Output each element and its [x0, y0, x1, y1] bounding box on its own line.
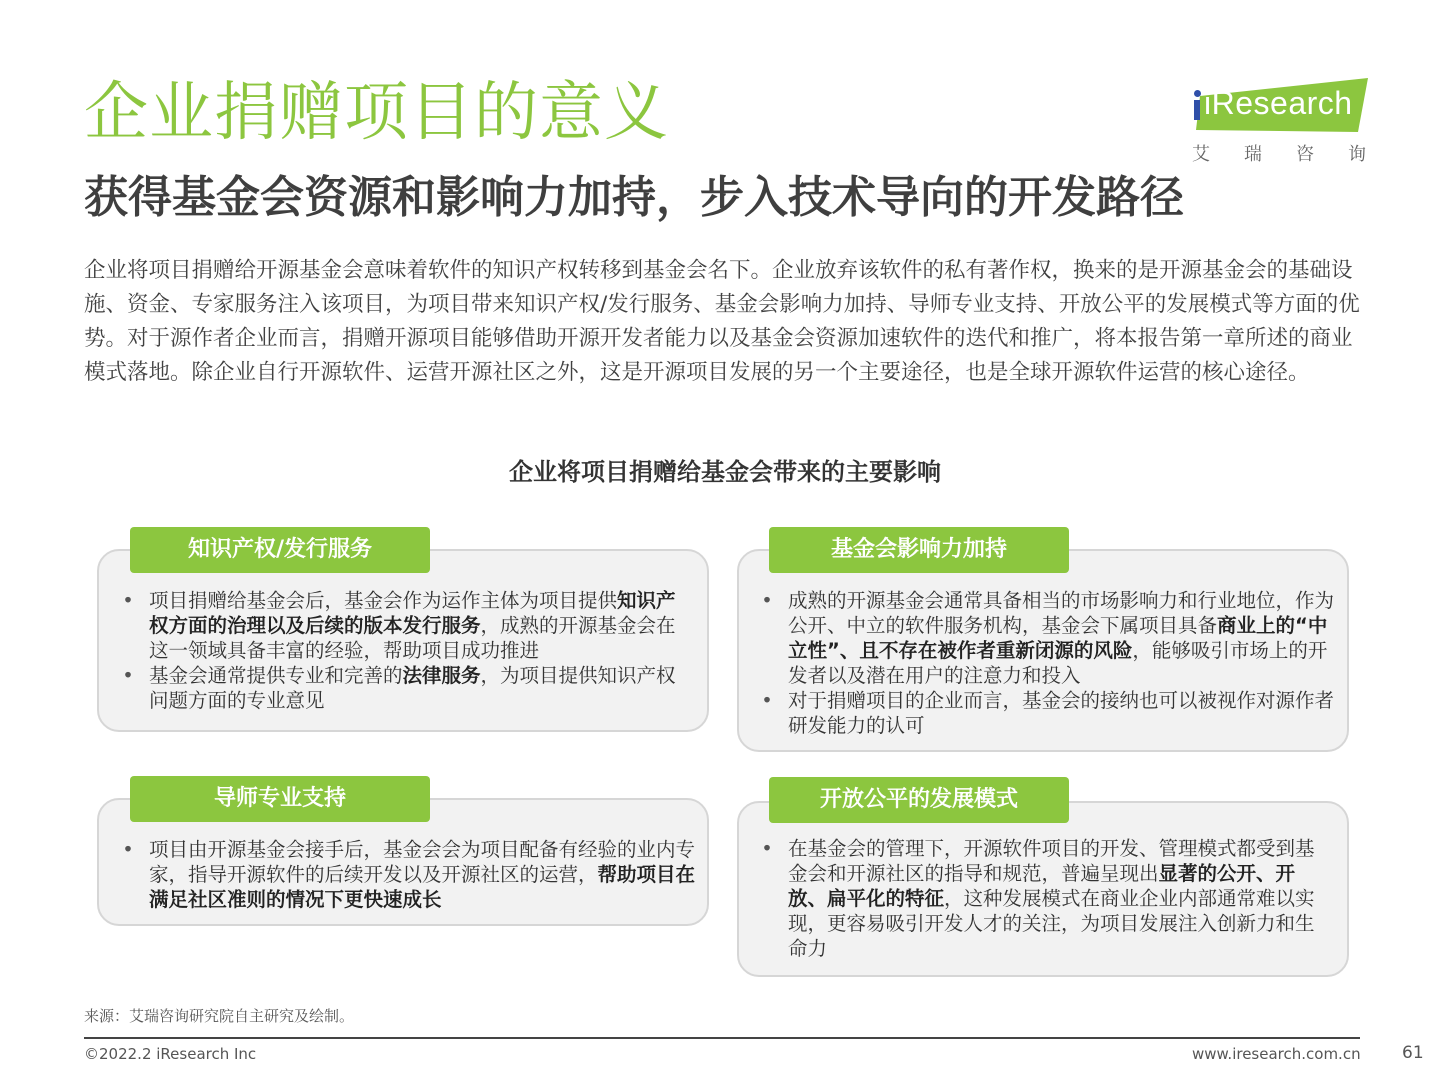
bullet-bold-text: 显著的公开、开放、扁平化的特征 — [788, 862, 1296, 910]
bullet-dot-icon: • — [761, 837, 773, 860]
bullet-item — [761, 836, 1327, 961]
iresearch-logo — [1186, 74, 1400, 166]
card-bullets — [122, 588, 692, 713]
source-note: 来源：艾瑞咨询研究院自主研究及绘制。 — [84, 1007, 355, 1025]
bullet-text: 对于捐赠项目的企业而言，基金会的接纳也可以被视作对源作者研发能力的认可 — [788, 689, 1335, 737]
bullet-text: ，为项目提供知识产权问题方面的专业意见 — [149, 664, 676, 712]
bullet-bold-text: 知识产权方面的治理以及后续的版本发行服务 — [149, 589, 676, 637]
bullet-item — [122, 837, 704, 912]
bullet-text: 成熟的开源基金会通常具备相当的市场影响力和行业地位，作为公开、中立的软件服务机构，基金会下属项目具备 — [788, 589, 1335, 637]
page-title: 企业捐赠项目的意义 — [84, 76, 669, 150]
bullet-bold-text: 商业上的“中立性”、且不存在被作者重新闭源的风险 — [788, 614, 1328, 662]
card-tag-label: 知识产权/发行服务 — [187, 537, 373, 562]
bullet-text: 项目捐赠给基金会后，基金会作为运作主体为项目提供 — [149, 589, 618, 612]
card-bullets — [122, 837, 704, 912]
bullet-dot-icon: • — [122, 838, 134, 861]
logo-i-stem-icon — [1194, 100, 1200, 120]
bullet-bold-text: 帮助项目在满足社区准则的情况下更快速成长 — [149, 863, 696, 911]
footer-divider — [84, 1037, 1360, 1039]
bullet-text: ，成熟的开源基金会在这一领域具备丰富的经验，帮助项目成功推进 — [149, 614, 676, 662]
section-title: 企业将项目捐赠给基金会带来的主要影响 — [509, 458, 941, 486]
card-tag-label: 导师专业支持 — [213, 786, 346, 811]
bullet-item — [122, 663, 692, 713]
bullet-item — [761, 688, 1341, 738]
card-tag-mentor-support — [130, 776, 430, 822]
logo-dot-icon — [1194, 90, 1201, 97]
bullet-text: 项目由开源基金会接手后，基金会会为项目配备有经验的业内专家，指导开源软件的后续开发以及开源社区的运营， — [149, 838, 696, 886]
intro-paragraph: 企业将项目捐赠给开源基金会意味着软件的知识产权转移到基金会名下。企业放弃该软件的私有著作权，换来的是开源基金会的基础设施、资金、专家服务注入该项目，为项目带来知识产权/发行服务、基金会影响力加持、导师专业支持、开放公平的发展模式等方面的优势。对于源作者企业而言，捐赠开源项目能够借助开源开发者能力以及基金会资源加速软件的迭代和推广，将本报告第一章所述的商业模式落地。除企业自行开源软件、运营开源社区之外，这是开源项目发展的另一个主要途径，也是全球开源软件运营的核心途径。 — [84, 258, 1360, 385]
card-bullets — [761, 836, 1327, 961]
logo-wordmark: iResearch — [1204, 85, 1353, 121]
bullet-bold-text: 法律服务 — [402, 664, 481, 687]
card-tag-ip-distribution — [130, 527, 430, 573]
bullet-text: 在基金会的管理下，开源软件项目的开发、管理模式都受到基金会和开源社区的指导和规范，普遍呈现出 — [788, 837, 1315, 885]
card-tag-label: 开放公平的发展模式 — [819, 787, 1018, 812]
bullet-text: ，能够吸引市场上的开发者以及潜在用户的注意力和投入 — [788, 639, 1328, 687]
bullet-text: ，这种发展模式在商业企业内部通常难以实现，更容易吸引开发人才的关注，为项目发展注入创新力和生命力 — [788, 887, 1315, 960]
card-tag-foundation-influence — [769, 527, 1069, 573]
bullet-item — [761, 588, 1341, 688]
card-tag-open-fair-model — [769, 777, 1069, 823]
bullet-dot-icon: • — [122, 589, 134, 612]
card-bullets — [761, 588, 1341, 738]
card-tag-label: 基金会影响力加持 — [830, 537, 1007, 562]
bullet-dot-icon: • — [761, 589, 773, 612]
bullet-text: 基金会通常提供专业和完善的 — [149, 664, 403, 687]
bullet-item — [122, 588, 692, 663]
bullet-dot-icon: • — [122, 664, 134, 687]
website-link[interactable]: www.iresearch.com.cn — [1192, 1045, 1361, 1063]
logo-chinese-name: 艾瑞咨询 — [1192, 144, 1400, 165]
copyright: ©2022.2 iResearch Inc — [84, 1045, 257, 1063]
page-subtitle: 获得基金会资源和影响力加持，步入技术导向的开发路径 — [84, 172, 1184, 223]
page-number: 61 — [1402, 1043, 1424, 1063]
bullet-dot-icon: • — [761, 689, 773, 712]
